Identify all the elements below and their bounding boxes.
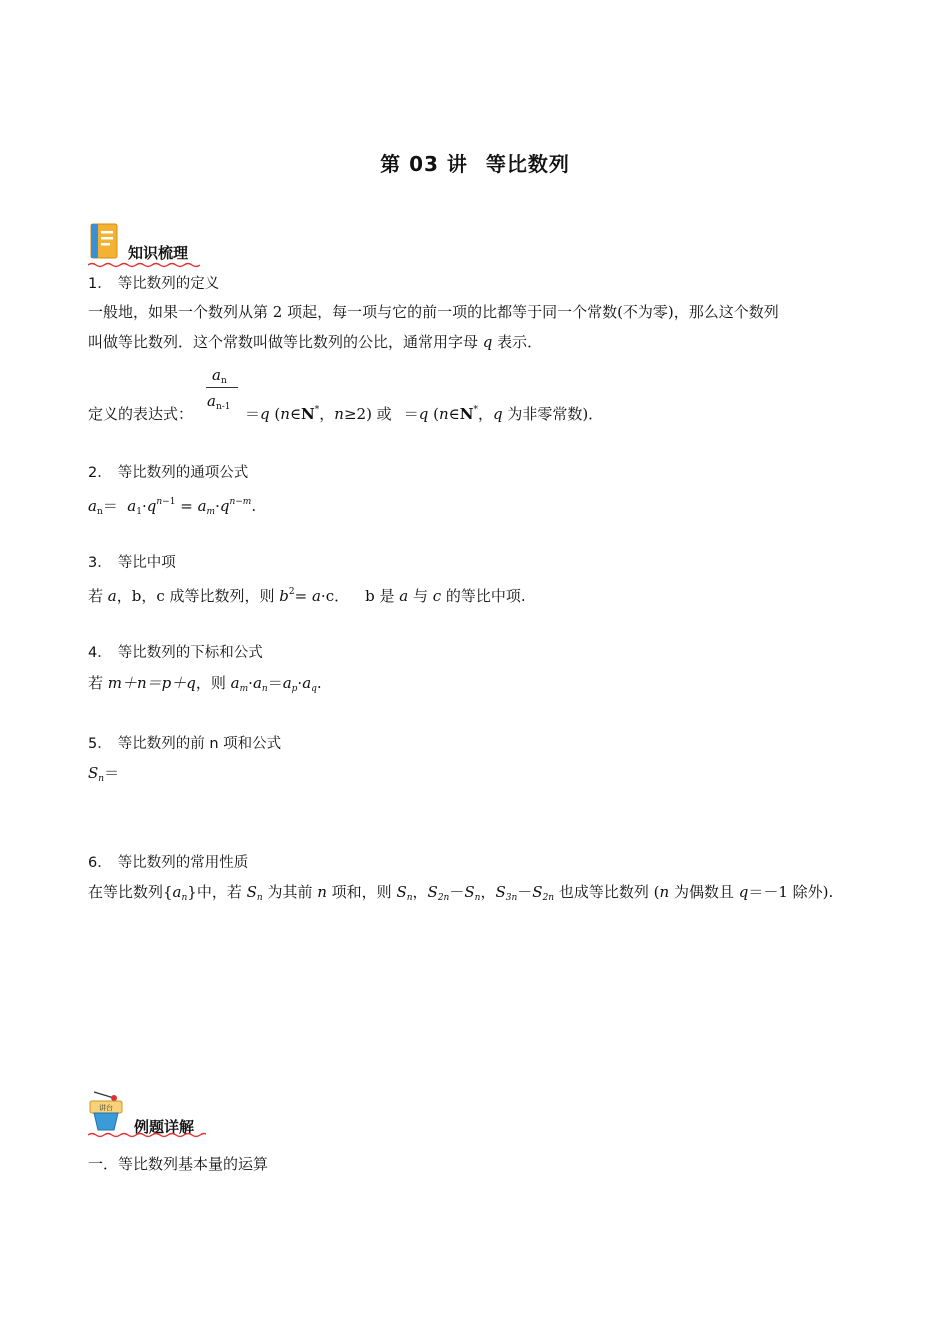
podium-label: 讲台: [99, 1104, 113, 1112]
geometric-mean-text: 若 a，b，c 成等比数列，则 $b^2= a\cdot c$． b 是 a 与 c 的等比中项.: [88, 587, 526, 605]
badge-underline: [88, 262, 200, 268]
section-2-heading: 2． 等比数列的通项公式: [88, 465, 249, 481]
section-5-heading: 5． 等比数列的前 n 项和公式: [88, 736, 282, 752]
s1-line-2: 叫做等比数列．这个常数叫做等比数列的公比，通常用字母 q 表示．: [88, 333, 543, 351]
section-4-heading: 4． 等比数列的下标和公式: [88, 645, 263, 661]
section-3-heading: 3． 等比中项: [88, 555, 176, 571]
subscript-sum-formula: 若 m＋n＝p＋q，则 $a_m\cdot a_n=a_p\cdot a_q$.: [88, 674, 322, 694]
section-6-heading: 6． 等比数列的常用性质: [88, 855, 249, 871]
fraction-bar: [206, 387, 238, 388]
examples-part-1-heading: 一．等比数列基本量的运算: [88, 1155, 269, 1173]
s1-line-1: 一般地，如果一个数列从第 2 项起，每一项与它的前一项的比都等于同一个常数(不为零)，那么这个数列: [88, 303, 779, 321]
examples-badge-label: 例题详解: [134, 1118, 195, 1136]
common-properties-text: 在等比数列$\{a_n\}$中，若 $S_n$ 为其前 n 项和，则 $S_n$，$S_{2n}-S_n$，$S_{3n}-S_{2n}$ 也成等比数列 (n 为偶数且 q＝－1 除外).: [88, 883, 834, 903]
ratio-denominator: $a_{n-1}$: [207, 392, 231, 412]
badge-underline: [88, 1132, 206, 1138]
ratio-numerator: $a_n$: [212, 366, 227, 386]
podium-icon: [88, 1088, 126, 1134]
lecture-topic: 等比数列: [485, 152, 570, 176]
knowledge-badge-label: 知识梳理: [128, 244, 189, 262]
page-title: [0, 148, 950, 177]
definition-expression: 定义的表达式： ＝q (n∈N*，n≥2) 或 ＝q (n∈N*，q 为非零常数)．: [88, 405, 604, 423]
section-1-heading: 1． 等比数列的定义: [88, 276, 220, 292]
general-term-formula: $a_n= a_1\cdot q^{n-1} = a_m\cdot q^{n-m}$.: [88, 497, 257, 517]
lecture-number: 第 03 讲: [380, 152, 468, 176]
sum-formula: $S_n=$: [88, 764, 120, 784]
notebook-icon: [88, 222, 122, 262]
